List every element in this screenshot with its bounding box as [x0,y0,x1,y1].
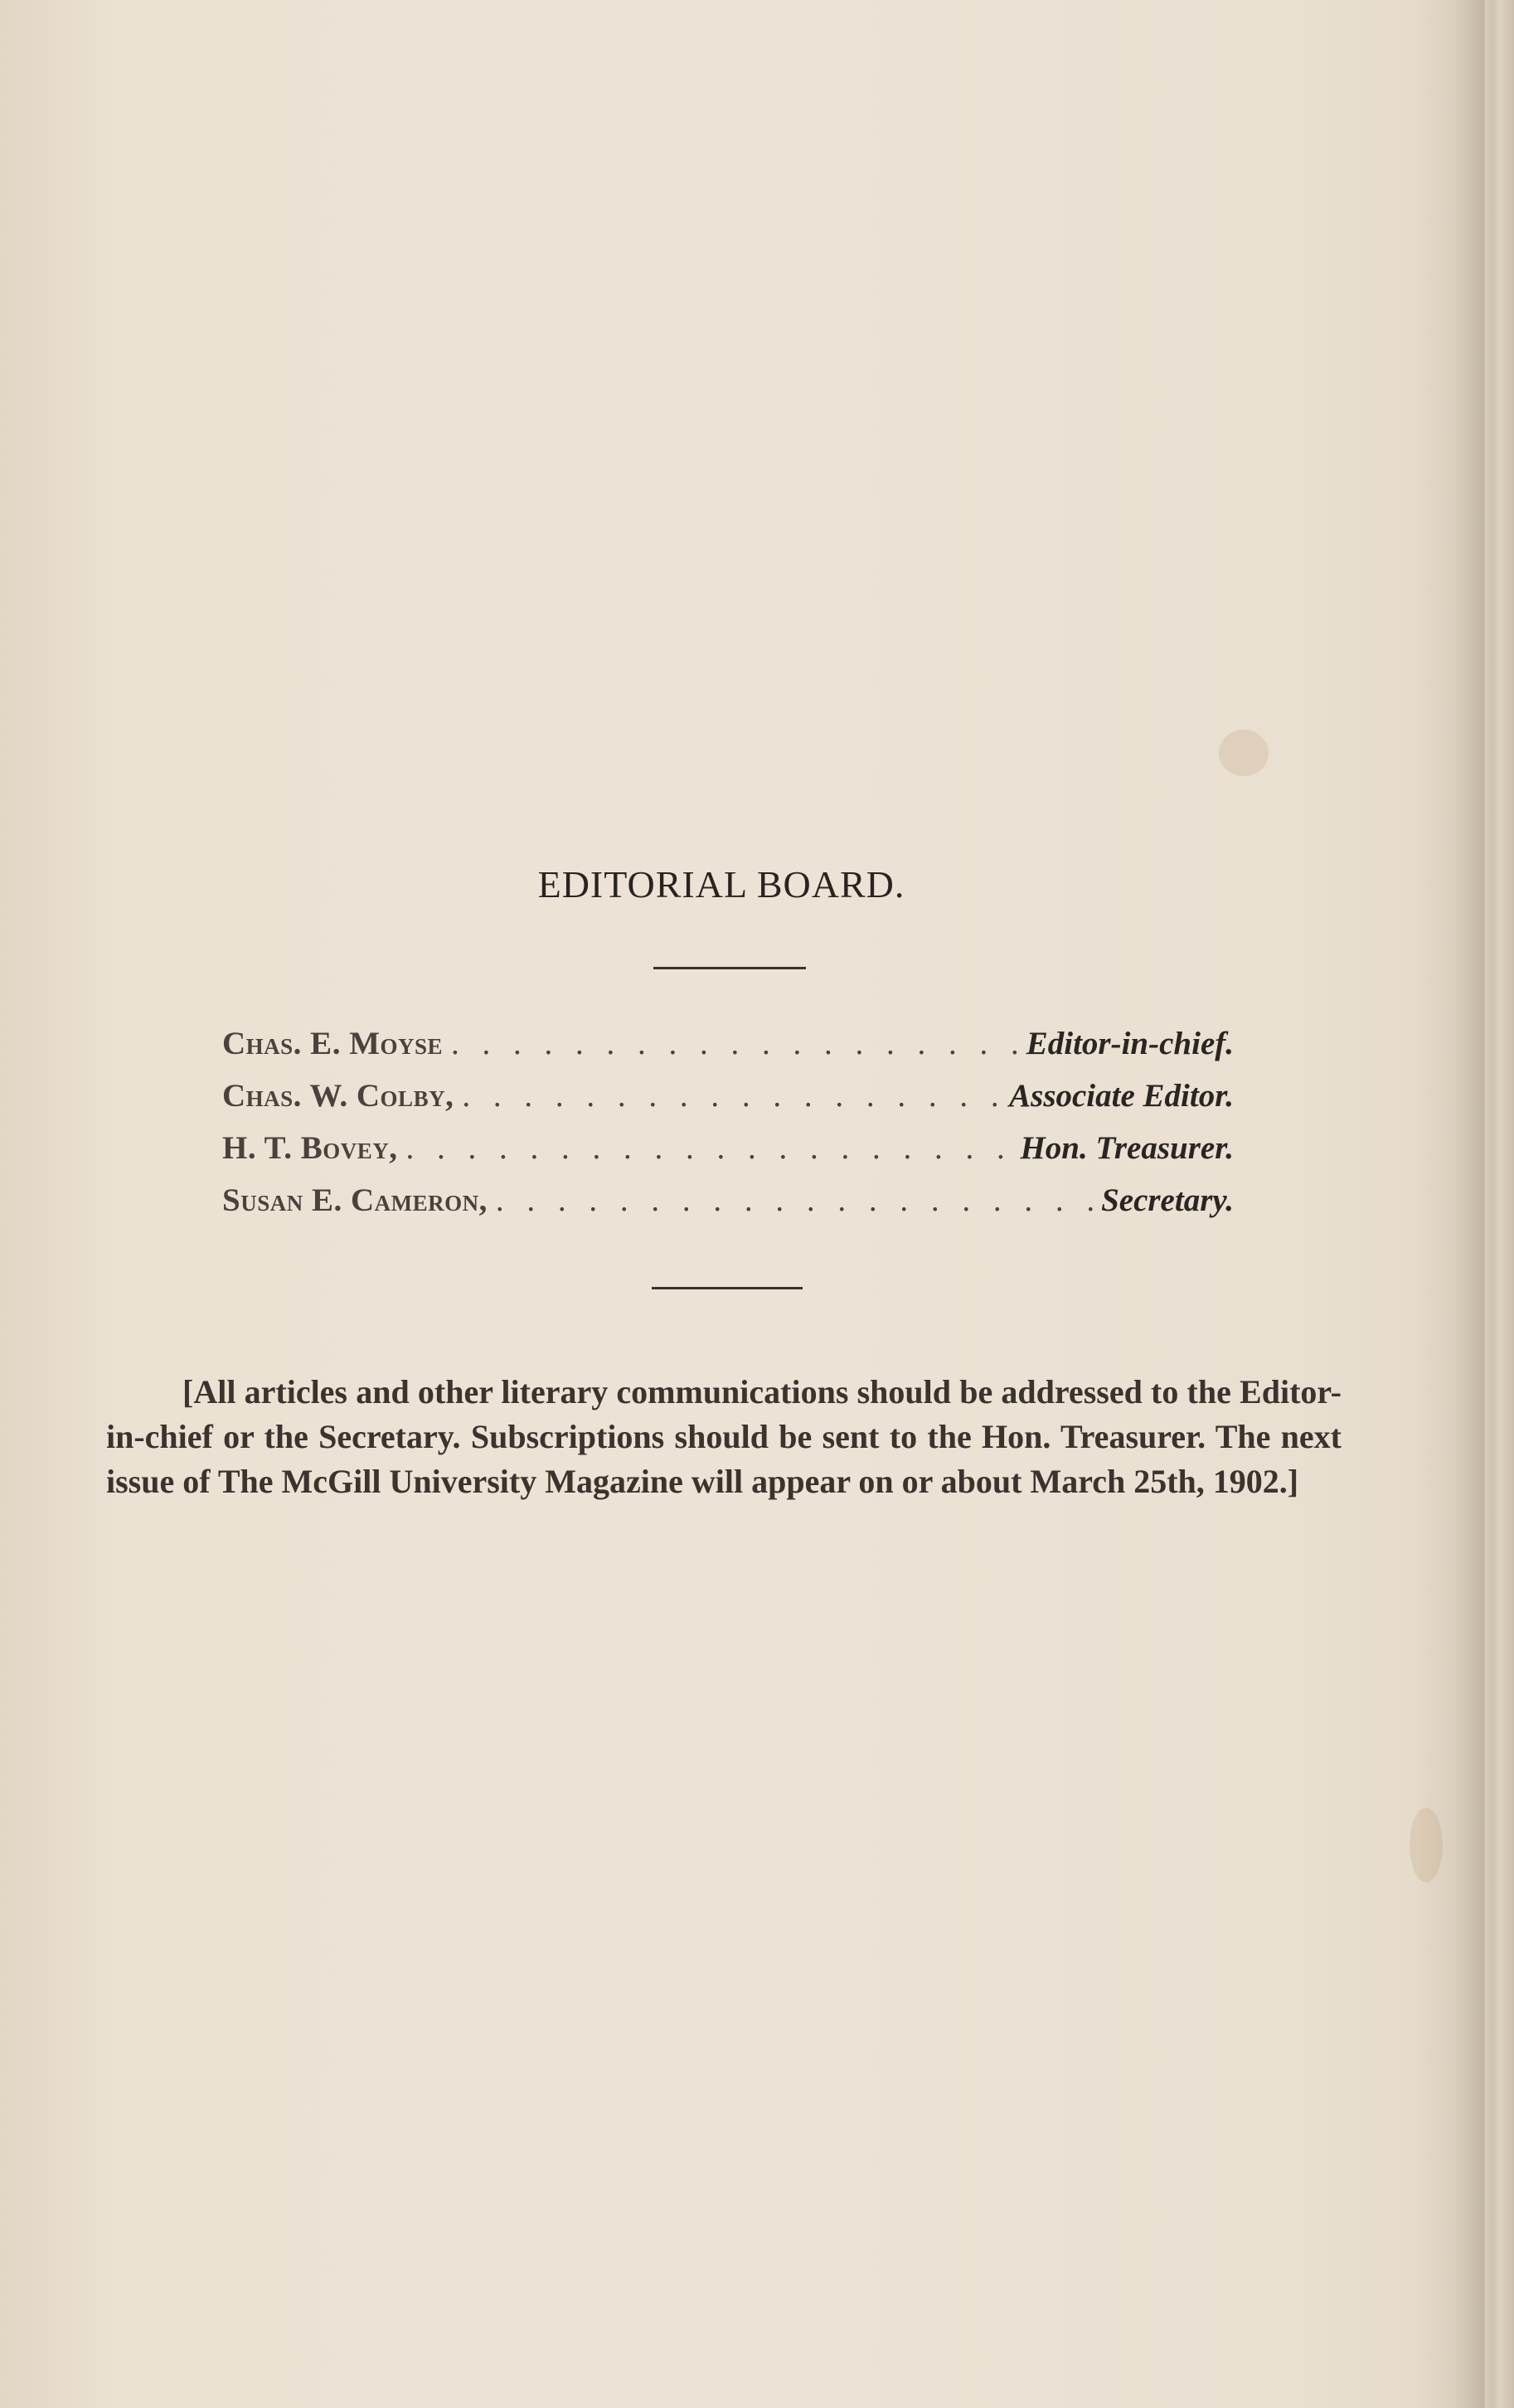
member-name: H. T. Bovey, [222,1130,398,1166]
member-role: Associate Editor. [1009,1078,1234,1114]
paper-stain [1219,730,1269,776]
dot-leader [406,1129,1012,1167]
board-member-row [222,1129,1234,1182]
member-role: Secretary. [1101,1182,1234,1218]
member-role: Hon. Treasurer. [1020,1130,1234,1166]
member-name: Chas. E. Moyse [222,1026,444,1061]
board-member-row [222,1182,1234,1234]
dot-leader [496,1182,1093,1219]
divider-top [653,967,806,969]
page-title: EDITORIAL BOARD. [537,863,905,905]
member-name: Susan E. Cameron, [222,1182,488,1218]
submission-note: [All articles and other literary communications should be addressed to the Editor-in-chief or the Secretary. Subscriptions should be sent to the Hon. Treasurer. The next issue of The McGill University Magazine will appear on or about March 25th, 1902.] [106,1373,1342,1500]
dot-leader [451,1025,1018,1062]
member-name: Chas. W. Colby, [222,1078,454,1114]
board-member-row [222,1025,1234,1077]
member-role: Editor-in-chief. [1026,1026,1234,1061]
page-edge [1415,0,1514,2408]
divider-bottom [652,1287,803,1289]
board-member-row [222,1077,1234,1129]
dot-leader [462,1077,1001,1114]
editorial-board-list [222,1025,1234,1234]
